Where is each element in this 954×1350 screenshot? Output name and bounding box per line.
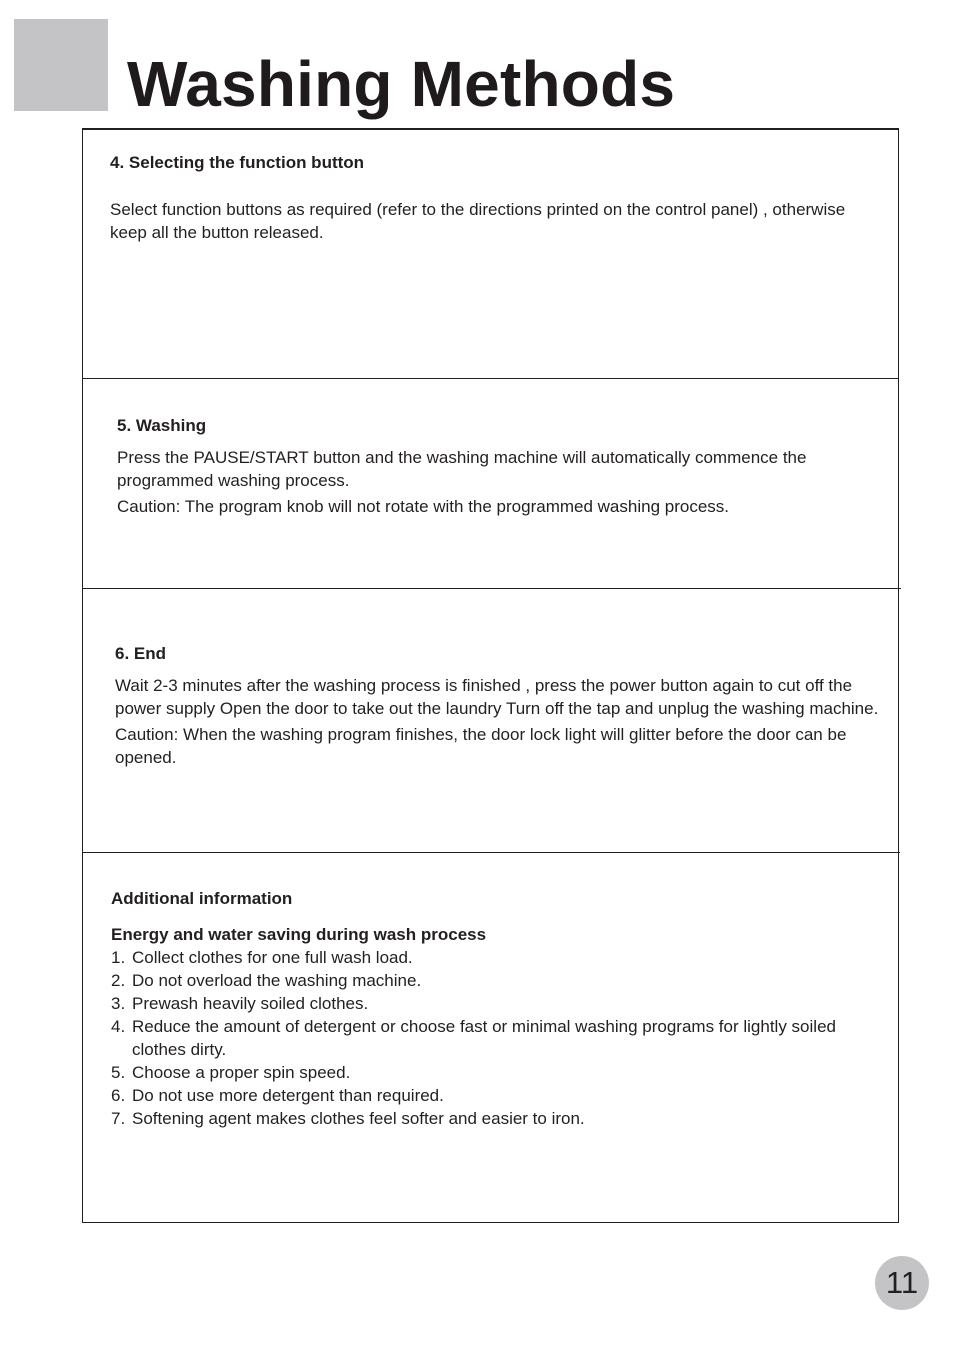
section-end [115,642,893,769]
section-paragraph: Select function buttons as required (refer to the directions printed on the control panel) , otherwise keep all the button released. [110,200,846,242]
section-subheading: Energy and water saving during wash process [111,925,487,944]
header-gray-block [14,19,108,111]
section-function-button [110,151,880,244]
section-paragraph: Press the PAUSE/START button and the washing machine will automatically commence the programmed washing process. [117,448,807,490]
list-item: 6. Do not use more detergent than required. [111,1086,444,1105]
section-heading: Additional information [111,889,293,908]
page-title: Washing Methods [127,48,676,120]
section-divider [82,852,900,853]
caution-note: Caution: The program knob will not rotate with the programmed washing process. [117,497,729,516]
list-item: 5. Choose a proper spin speed. [111,1063,351,1082]
list-item: 3. Prewash heavily soiled clothes. [111,994,369,1013]
energy-saving-list [111,946,881,1130]
section-paragraph: Wait 2-3 minutes after the washing process is finished , press the power button again to cut off the power supply Open the door to take out the laundry Turn off the tap and unplug the washing machine. [115,676,879,718]
list-item: 2. Do not overload the washing machine. [111,971,422,990]
caution-note: Caution: When the washing program finishes, the door lock light will glitter before the door can be opened. [115,725,847,767]
section-heading: 5. Washing [117,416,207,435]
list-item: 1. Collect clothes for one full wash load. [111,948,413,967]
section-divider [82,588,901,589]
section-divider [82,378,898,379]
section-additional-info [111,887,881,1130]
section-washing [117,414,857,518]
page-number-badge: 11 [875,1256,929,1310]
list-item: 7. Softening agent makes clothes feel softer and easier to iron. [111,1109,585,1128]
list-item: 4. Reduce the amount of detergent or choose fast or minimal washing programs for lightly soiled clothes dirty. [111,1017,836,1059]
section-heading: 6. End [115,644,167,663]
section-heading: 4. Selecting the function button [110,153,365,172]
